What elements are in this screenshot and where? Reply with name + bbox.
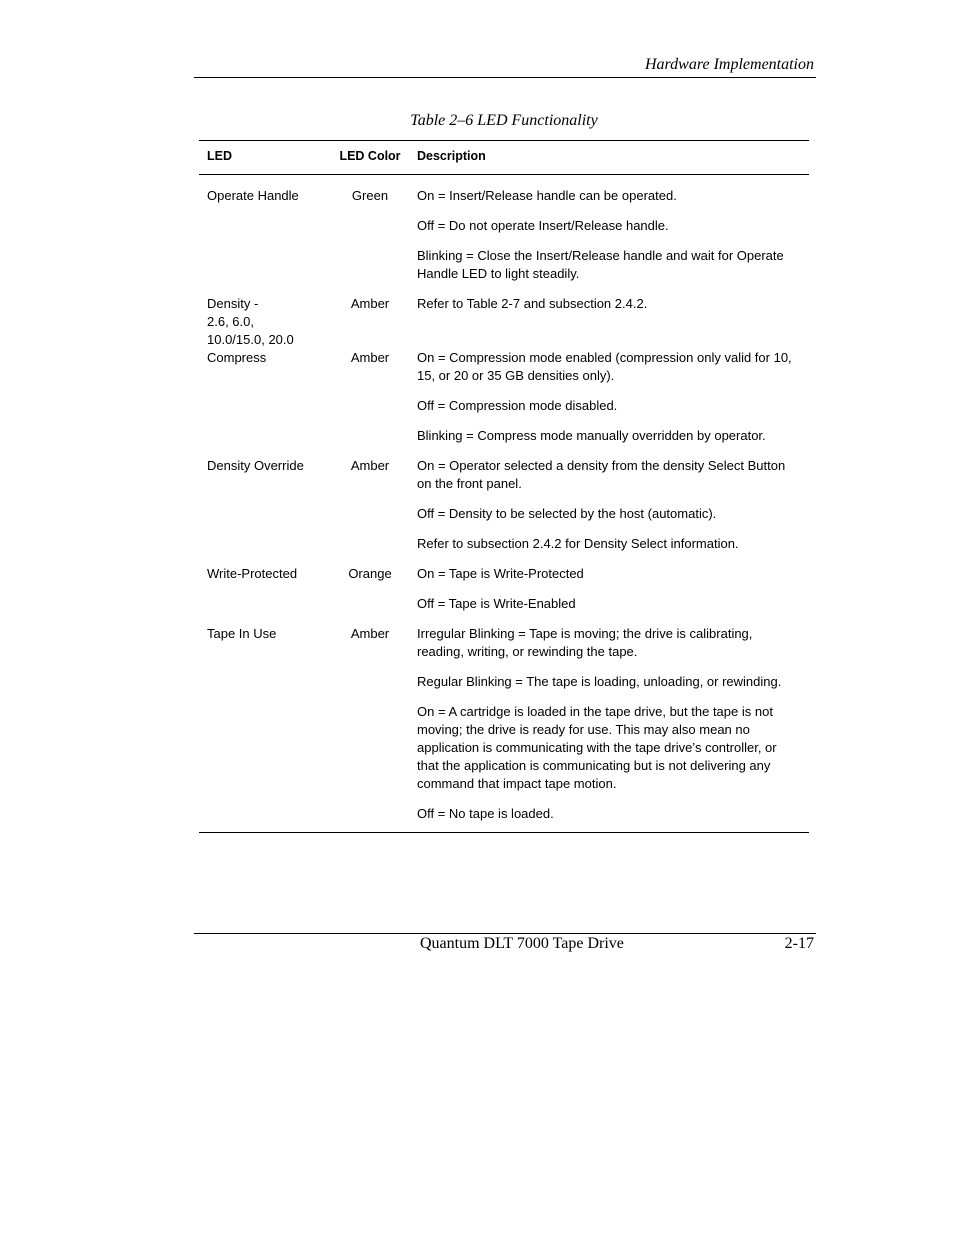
description-entry: Off = Compression mode disabled.	[417, 398, 618, 413]
table-body	[199, 175, 809, 833]
led-name-cell	[199, 175, 331, 296]
led-name-cell	[199, 565, 331, 625]
led-name: Operate Handle	[207, 188, 299, 203]
description-entry: Off = No tape is loaded.	[417, 806, 554, 821]
description-entry: On = Operator selected a density from the density Select Button on the front panel.	[417, 458, 786, 491]
footer-rule	[194, 933, 816, 934]
led-name: Tape In Use	[207, 626, 277, 641]
led-color-cell: Amber	[350, 350, 390, 365]
description-entry: Off = Density to be selected by the host (automatic).	[417, 506, 717, 521]
description-entry: Off = Do not operate Insert/Release handle.	[417, 218, 669, 233]
led-name-cell	[199, 457, 331, 565]
led-name: Compress	[207, 350, 267, 365]
description-cell	[409, 295, 809, 349]
description-entry: Irregular Blinking = Tape is moving; the drive is calibrating, reading, writing, or rewinding the tape.	[417, 626, 753, 659]
description-cell	[409, 457, 809, 565]
led-name-cell	[199, 349, 331, 457]
description-entry: Off = Tape is Write-Enabled	[417, 596, 576, 611]
led-color-cell: Green	[351, 188, 389, 203]
description-entry: Refer to subsection 2.4.2 for Density Select information.	[417, 536, 739, 551]
led-name: 10.0/15.0, 20.0	[207, 332, 294, 347]
led-name: Write-Protected	[207, 566, 298, 581]
led-name-cell	[199, 625, 331, 833]
led-color-cell: Amber	[350, 296, 390, 311]
table-row	[199, 565, 809, 625]
description-entry: On = Insert/Release handle can be operated.	[417, 188, 677, 203]
table-header-row	[199, 141, 809, 175]
led-color-cell: Orange	[348, 566, 392, 581]
led-functionality-table	[199, 140, 809, 833]
table-row	[199, 457, 809, 565]
led-name: 2.6, 6.0,	[207, 314, 254, 329]
description-cell	[409, 565, 809, 625]
footer-title: Quantum DLT 7000 Tape Drive	[420, 935, 624, 952]
column-header-led-color: LED Color	[331, 141, 409, 175]
led-name: Density Override	[207, 458, 304, 473]
description-entry: Blinking = Compress mode manually overridden by operator.	[417, 428, 766, 443]
description-entry: On = A cartridge is loaded in the tape drive, but the tape is not moving; the drive is ready for use. This may also mean no application is communicating with the tape drive’s controller, or that the application is communicating but is not delivering any command that impact tape motion.	[417, 704, 777, 791]
description-entry: On = Tape is Write-Protected	[417, 566, 584, 581]
description-entry: On = Compression mode enabled (compression only valid for 10, 15, or 20 or 35 GB densities only).	[417, 350, 792, 383]
table-caption: Table 2–6 LED Functionality	[410, 112, 598, 129]
column-header-led: LED	[199, 141, 331, 175]
header-rule	[194, 77, 816, 78]
led-name: Density -	[207, 296, 259, 311]
page-number: 2-17	[784, 935, 814, 952]
column-header-description: Description	[409, 141, 809, 175]
led-color-cell: Amber	[331, 625, 409, 833]
table-row	[199, 625, 809, 833]
running-head: Hardware Implementation	[644, 56, 814, 73]
description-cell	[409, 349, 809, 457]
table-row	[199, 175, 809, 296]
led-color-cell: Amber	[350, 458, 390, 473]
description-cell	[409, 625, 809, 833]
table-row	[199, 349, 809, 457]
description-entry: Regular Blinking = The tape is loading, unloading, or rewinding.	[417, 674, 782, 689]
description-entry: Refer to Table 2-7 and subsection 2.4.2.	[417, 296, 648, 311]
table-row	[199, 295, 809, 349]
description-cell	[409, 175, 809, 296]
description-entry: Blinking = Close the Insert/Release handle and wait for Operate Handle LED to light steadily.	[417, 248, 784, 281]
led-name-cell	[199, 295, 331, 349]
